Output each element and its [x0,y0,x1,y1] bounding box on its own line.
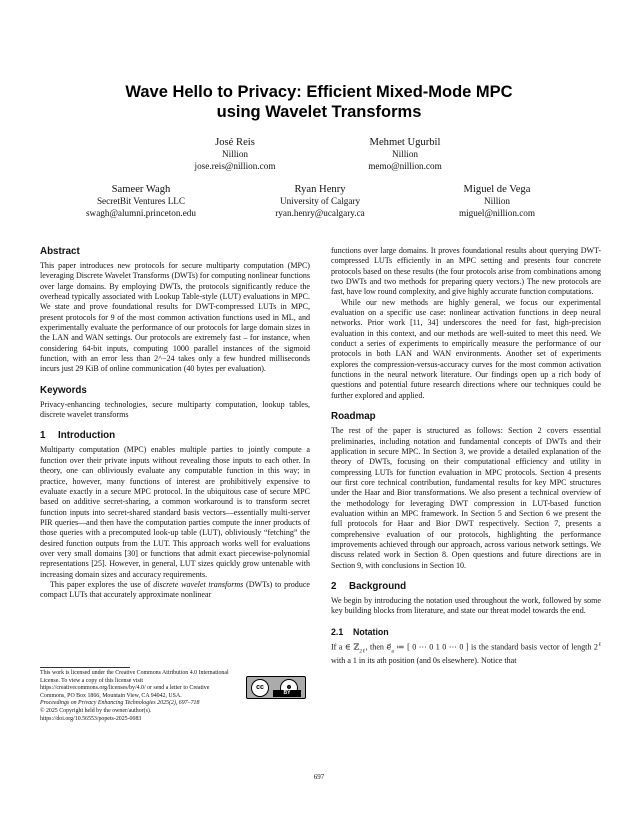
notation-text [331,640,601,667]
proceedings-citation: Proceedings on Privacy Enhancing Technologies 2025(2), 697–718 [40,700,200,707]
text-run: with a 1 in its ath position (and 0s elsewhere). Notice that [331,656,517,666]
author-email[interactable]: ryan.henry@ucalgary.ca [275,207,365,218]
math-superscript: ℓ [597,641,602,648]
license-text: This work is licensed under the Creative Commons Attribution 4.0 International License. To view a copy of this license visit https://creativecommons.org/licenses/by/4.0/ or send a letter to Creative Commons, PO Box 1866, Mountain View, CA 94042, USA. [40,670,229,699]
subsection-heading-notation [331,627,601,638]
author-affiliation: Nillion [483,196,511,206]
background-text: We begin by introducing the notation used throughout the work, followed by some key building blocks from literature, and state our threat model towards the end. [331,595,601,616]
text-run: , then e⃗ [365,642,392,652]
section-heading-introduction [40,430,310,442]
copyright-notice: © 2025 Copyright held by the owner/author(s). [40,707,152,714]
author-name: José Reis [215,137,255,148]
cc-by-badge[interactable] [246,676,306,699]
emphasis-text: discrete wavelet transforms [153,579,244,589]
author-name: Sameer Wagh [111,184,171,195]
author-block [160,136,310,172]
author-block [66,183,216,219]
section-number: 2 [331,580,337,592]
text-run: This paper explores the use of [50,579,154,589]
author-email[interactable]: memo@nillion.com [368,160,442,171]
author-block [330,136,480,172]
footnote-rule [40,667,130,668]
section-number: 1 [40,430,46,442]
roadmap-text: The rest of the paper is structured as follows: Section 2 covers essential preliminaries, including notation and fundamental concepts of DWTs and their application in secure MPC. In Section 3, we provide a detailed explanation of the theory of DWTs, focusing on their computational efficiency and utility in compressing LUTs for function evaluation in MPC protocols. Section 4 presents our first core technical contribution, fundamental results for key MPC structures under the Haar and Bior transformations. We also present a technical overview of the methodology for leveraging DWT compression in LUT-based function evaluation within an MPC framework. In Section 5 and Section 6 we present the full protocols for Haar and Bior DWT respectively. Section 7, presents a comprehensive evaluation of our protocols, highlighting the performance improvements achieved through our approach, across various network settings. We discuss related work in Section 8. Open questions and future directions are in Section 9, with conclusions in Section 10. [331,426,601,570]
author-affiliation: SecretBit Ventures LLC [96,196,186,206]
keywords-text: Privacy-enhancing technologies, secure multiparty computation, lookup tables, discrete wavelet transforms [40,399,310,420]
title-line-2: using Wavelet Transforms [216,103,422,121]
subsection-number: 2.1 [331,626,344,637]
roadmap-heading: Roadmap [331,411,376,423]
math-subscript: 2ℓ [359,647,366,654]
author-name: Mehmet Ugurbil [369,137,441,148]
section-title: Background [349,580,407,592]
keywords-heading: Keywords [40,384,87,396]
cc-icon: cc [251,679,269,697]
author-email[interactable]: jose.reis@nillion.com [194,160,276,171]
author-affiliation: Nillion [391,149,419,159]
author-affiliation: University of Calgary [279,196,361,206]
author-name: Miguel de Vega [463,184,531,195]
intro-paragraph-2 [40,580,310,601]
by-label: BY [273,690,301,697]
author-affiliation: Nillion [221,149,249,159]
text-run: If a ∈ ℤ [331,642,360,652]
title-line-1: Wave Hello to Privacy: Efficient Mixed-Mode MPC [125,83,513,101]
attribution-person-icon: ☻ [280,679,298,697]
intro-paragraph-4: While our new methods are highly general, we focus our experimental evaluation on a specific use case: nonlinear activation functions in deep neural networks. Prior work [11, 34] underscores the need for fast, high-precision evaluation in this context, and our methods are well-suited to meet this need. We conduct a series of experiments to empirically measure the performance of our protocols in both LAN and WAN environments. Another set of experiments explores the compression-versus-accuracy curves for the most common activation functions in the neural network literature. Our findings open up a rich body of questions and potential future research directions where our techniques could be further explored and applied. [331,297,601,400]
abstract-text: This paper introduces new protocols for secure multiparty computation (MPC) leveraging Discrete Wavelet Transforms (DWTs) for computing nonlinear functions over large domains. By employing DWTs, the protocols significantly reduce the overhead typically associated with Lookup Table-style (LUT) evaluations in MPC. We state and prove foundational results for DWT-compressed LUTs in MPC, present protocols for 9 of the most common activation functions used in ML, and experimentally evaluate the performance of our protocols for large domain sizes in the LAN and WAN settings. Our protocols are extremely fast – for instance, when considering 64-bit inputs, computing 1000 parallel instances of the sigmoid function, with an error less than 2^−24 takes only a few hundred milliseconds incurs just 29 KiB of online communication (40 bytes per evaluation). [40,261,310,374]
math-subscript: a [391,647,394,654]
author-name: Ryan Henry [294,184,346,195]
intro-paragraph-1: Multiparty computation (MPC) enables multiple parties to jointly compute a function over their private inputs without revealing those inputs to each other. In theory, one can obliviously evaluate any computable function in this way; in practice, however, many functions of interest are prohibitively expensive to evaluate exactly in a secure MPC protocol. In the ubiquitous case of secure MPC based on additive secret-sharing, a common workaround is to transform secret function inputs into secret-shared standard basis vectors—essentially multi-server PIR queries—and then have the computation parties compute the inner products of those queries with a precomputed look-up table (LUT), obliviously “fetching” the desired function outputs from the LUT. This approach works well for evaluations over very small domains [30] or functions that admit exact piecewise-polynomial representations [25]. However, in general, LUT sizes quickly grow untenable with increasing domain sizes and accuracy requirements. [40,445,310,579]
license-footer [40,670,310,723]
section-title: Introduction [58,430,116,442]
paper-title [40,82,598,122]
section-heading-background [331,581,601,593]
text-run: (DWTs) to produce compact LUTs that accurately approximate nonlinear [40,579,310,600]
right-column [331,246,601,667]
author-email[interactable]: swagh@alumni.princeton.edu [85,207,196,218]
text-run: ≔ [ 0 ⋯ 0 1 0 ⋯ 0 ] is the standard basis vector of length 2 [393,642,598,652]
doi-link[interactable]: https://doi.org/10.56553/popets-2025-0083 [40,715,142,722]
author-block [245,183,395,219]
author-block [422,183,572,219]
intro-paragraph-3: functions over large domains. It proves foundational results about querying DWT-compressed LUTs efficiently in an MPC setting and presents four concrete protocols based on these results (the four protocols arise from combinations among two DWTs and two methods for preparing query vectors.) The new protocols are fast, have low round complexity, and give highly accurate function computations. [331,246,601,297]
author-email[interactable]: miguel@nillion.com [458,207,536,218]
left-column [40,246,310,601]
abstract-heading: Abstract [40,246,80,257]
subsection-title: Notation [353,626,389,637]
page-number: 697 [313,773,325,781]
